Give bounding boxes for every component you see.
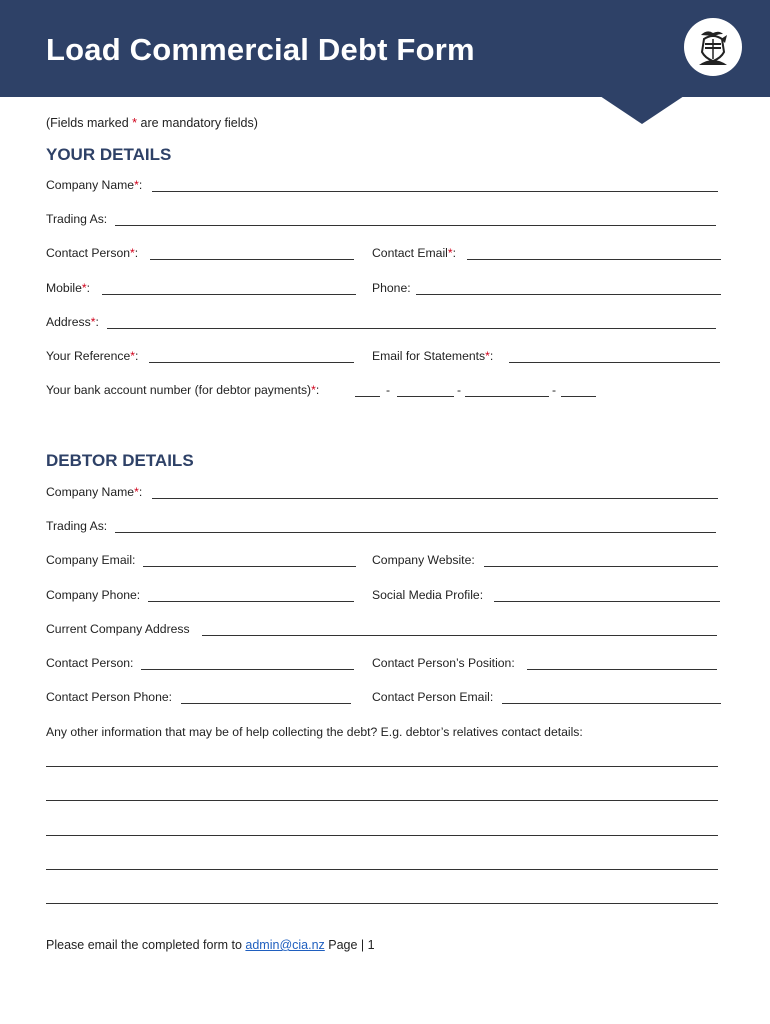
your-address-field[interactable] — [107, 328, 716, 329]
your-trading-as-label: Trading As: — [46, 212, 108, 226]
debtor-company-name-label: Company Name*: — [46, 485, 143, 499]
contact-phone-label: Contact Person Phone: — [46, 690, 173, 704]
your-contact-person-field[interactable] — [150, 259, 354, 260]
email-statements-label: Email for Statements*: — [372, 349, 494, 363]
your-contact-email-label: Contact Email*: — [372, 246, 457, 260]
bank-account-part-2[interactable] — [397, 396, 454, 397]
bank-dash-2: - — [457, 383, 462, 397]
debtor-trading-as-field[interactable] — [115, 532, 716, 533]
your-mobile-label: Mobile*: — [46, 281, 91, 295]
debtor-details-heading: DEBTOR DETAILS — [46, 451, 194, 470]
page-number: Page | 1 — [324, 938, 375, 952]
debtor-company-name-field[interactable] — [152, 498, 718, 499]
email-link[interactable]: admin@cia.nz — [245, 938, 325, 952]
debtor-trading-as-label: Trading As: — [46, 519, 108, 533]
company-email-label: Company Email: — [46, 553, 136, 567]
other-info-line-1[interactable] — [46, 766, 718, 767]
your-contact-email-field[interactable] — [467, 259, 721, 260]
contact-phone-field[interactable] — [181, 703, 351, 704]
bank-dash-1: - — [386, 383, 391, 397]
other-info-line-3[interactable] — [46, 835, 718, 836]
page-title: Load Commercial Debt Form — [46, 32, 475, 67]
contact-position-field[interactable] — [527, 669, 717, 670]
your-trading-as-field[interactable] — [115, 225, 716, 226]
mandatory-note: (Fields marked * are mandatory fields) — [46, 116, 258, 130]
contact-position-label: Contact Person’s Position: — [372, 656, 515, 670]
your-mobile-field[interactable] — [102, 294, 356, 295]
your-reference-field[interactable] — [149, 362, 354, 363]
header-notch — [600, 96, 684, 124]
bank-account-part-3[interactable] — [465, 396, 549, 397]
your-details-heading: YOUR DETAILS — [46, 145, 172, 164]
your-contact-person-label: Contact Person*: — [46, 246, 139, 260]
your-reference-label: Your Reference*: — [46, 349, 139, 363]
your-address-label: Address*: — [46, 315, 99, 329]
your-phone-field[interactable] — [416, 294, 721, 295]
bank-account-label: Your bank account number (for debtor payments)*: — [46, 383, 320, 397]
social-media-field[interactable] — [494, 601, 720, 602]
other-info-line-2[interactable] — [46, 800, 718, 801]
knight-helmet-icon — [691, 25, 735, 69]
company-phone-field[interactable] — [148, 601, 354, 602]
debtor-contact-person-field[interactable] — [141, 669, 354, 670]
other-info-label: Any other information that may be of help collecting the debt? E.g. debtor’s relatives contact details: — [46, 725, 583, 739]
your-phone-label: Phone: — [372, 281, 411, 295]
current-address-label: Current Company Address — [46, 622, 190, 636]
bank-dash-3: - — [552, 383, 557, 397]
bank-account-part-1[interactable] — [355, 396, 380, 397]
current-address-field[interactable] — [202, 635, 717, 636]
company-email-field[interactable] — [143, 566, 356, 567]
other-info-line-5[interactable] — [46, 903, 718, 904]
social-media-label: Social Media Profile: — [372, 588, 484, 602]
debtor-contact-person-label: Contact Person: — [46, 656, 134, 670]
bank-account-part-4[interactable] — [561, 396, 596, 397]
email-statements-field[interactable] — [509, 362, 720, 363]
your-company-name-label: Company Name*: — [46, 178, 143, 192]
company-phone-label: Company Phone: — [46, 588, 141, 602]
company-website-label: Company Website: — [372, 553, 475, 567]
header-banner — [0, 0, 770, 97]
logo — [684, 18, 742, 76]
debtor-contact-email-label: Contact Person Email: — [372, 690, 494, 704]
your-company-name-field[interactable] — [152, 191, 718, 192]
footer: Please email the completed form to admin@cia.nz Page | 1 — [46, 938, 375, 952]
company-website-field[interactable] — [484, 566, 718, 567]
debtor-contact-email-field[interactable] — [502, 703, 721, 704]
other-info-line-4[interactable] — [46, 869, 718, 870]
